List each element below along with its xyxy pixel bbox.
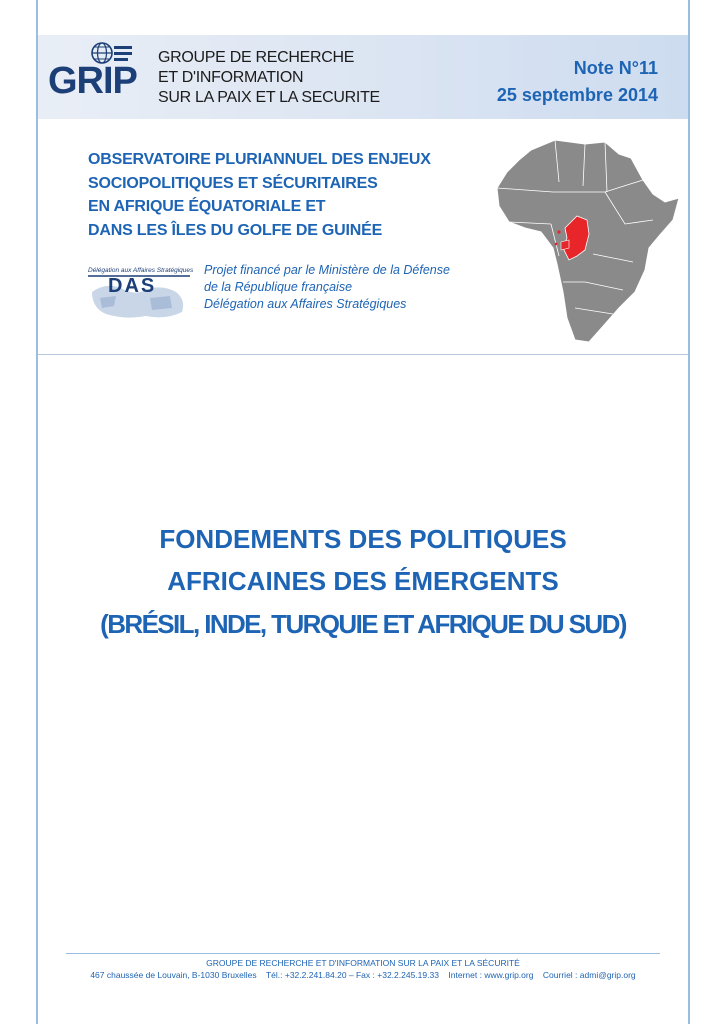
funding-line: Délégation aux Affaires Stratégiques bbox=[204, 297, 407, 311]
das-logo bbox=[86, 262, 194, 324]
note-number: Note N°11 bbox=[573, 58, 658, 78]
continent-shape bbox=[497, 140, 679, 342]
document-title bbox=[38, 518, 688, 646]
title-line: AFRICAINES DES ÉMERGENTS bbox=[167, 566, 559, 596]
observatory-line: OBSERVATOIRE PLURIANNUEL DES ENJEUX bbox=[88, 151, 431, 168]
footer-divider bbox=[66, 953, 660, 954]
svg-text:DAS: DAS bbox=[108, 275, 157, 297]
observatory-line: DANS LES ÎLES DU GOLFE DE GUINÉE bbox=[88, 221, 383, 239]
organization-name bbox=[158, 48, 380, 108]
website-link[interactable]: www.grip.org bbox=[484, 970, 534, 980]
logo-wordmark: GRIP bbox=[48, 60, 137, 102]
note-info bbox=[497, 55, 658, 109]
footer-internet-label: Internet : bbox=[448, 970, 482, 980]
africa-map bbox=[493, 132, 683, 347]
email-link[interactable]: admi@grip.org bbox=[579, 970, 636, 980]
observatory-line: EN AFRIQUE ÉQUATORIALE ET bbox=[88, 198, 326, 215]
svg-text:Délégation aux Affaires Straté: Délégation aux Affaires Stratégiques bbox=[88, 267, 194, 274]
org-line: GROUPE DE RECHERCHE bbox=[158, 49, 355, 66]
funding-line: Projet financé par le Ministère de la Défense bbox=[204, 263, 450, 277]
note-date: 25 septembre 2014 bbox=[496, 85, 658, 105]
org-line: SUR LA PAIX ET LA SECURITE bbox=[158, 89, 380, 106]
observatory-heading bbox=[88, 148, 431, 242]
page-frame-left bbox=[36, 0, 38, 1024]
org-line: ET D'INFORMATION bbox=[158, 69, 304, 86]
title-subtitle: (BRÉSIL, INDE, TURQUIE ET AFRIQUE DU SUD) bbox=[100, 609, 626, 639]
footer-email-label: Courriel : bbox=[542, 970, 578, 980]
footer-org: GROUPE DE RECHERCHE ET D'INFORMATION SUR LA PAIX ET LA SÉCURITÉ bbox=[206, 958, 520, 968]
footer-contact bbox=[66, 969, 660, 981]
funding-line: de la République française bbox=[204, 280, 353, 294]
footer-phone: Tél.: +32.2.241.84.20 – Fax : +32.2.245.19.33 bbox=[265, 970, 439, 980]
observatory-line: SOCIOPOLITIQUES ET SÉCURITAIRES bbox=[88, 174, 378, 192]
page-frame-right bbox=[688, 0, 690, 1024]
funding-note bbox=[204, 262, 450, 313]
footer bbox=[66, 957, 660, 981]
footer-address: 467 chaussée de Louvain, B-1030 Bruxelles bbox=[90, 970, 257, 980]
section-divider bbox=[38, 354, 688, 355]
title-line: FONDEMENTS DES POLITIQUES bbox=[159, 524, 567, 554]
